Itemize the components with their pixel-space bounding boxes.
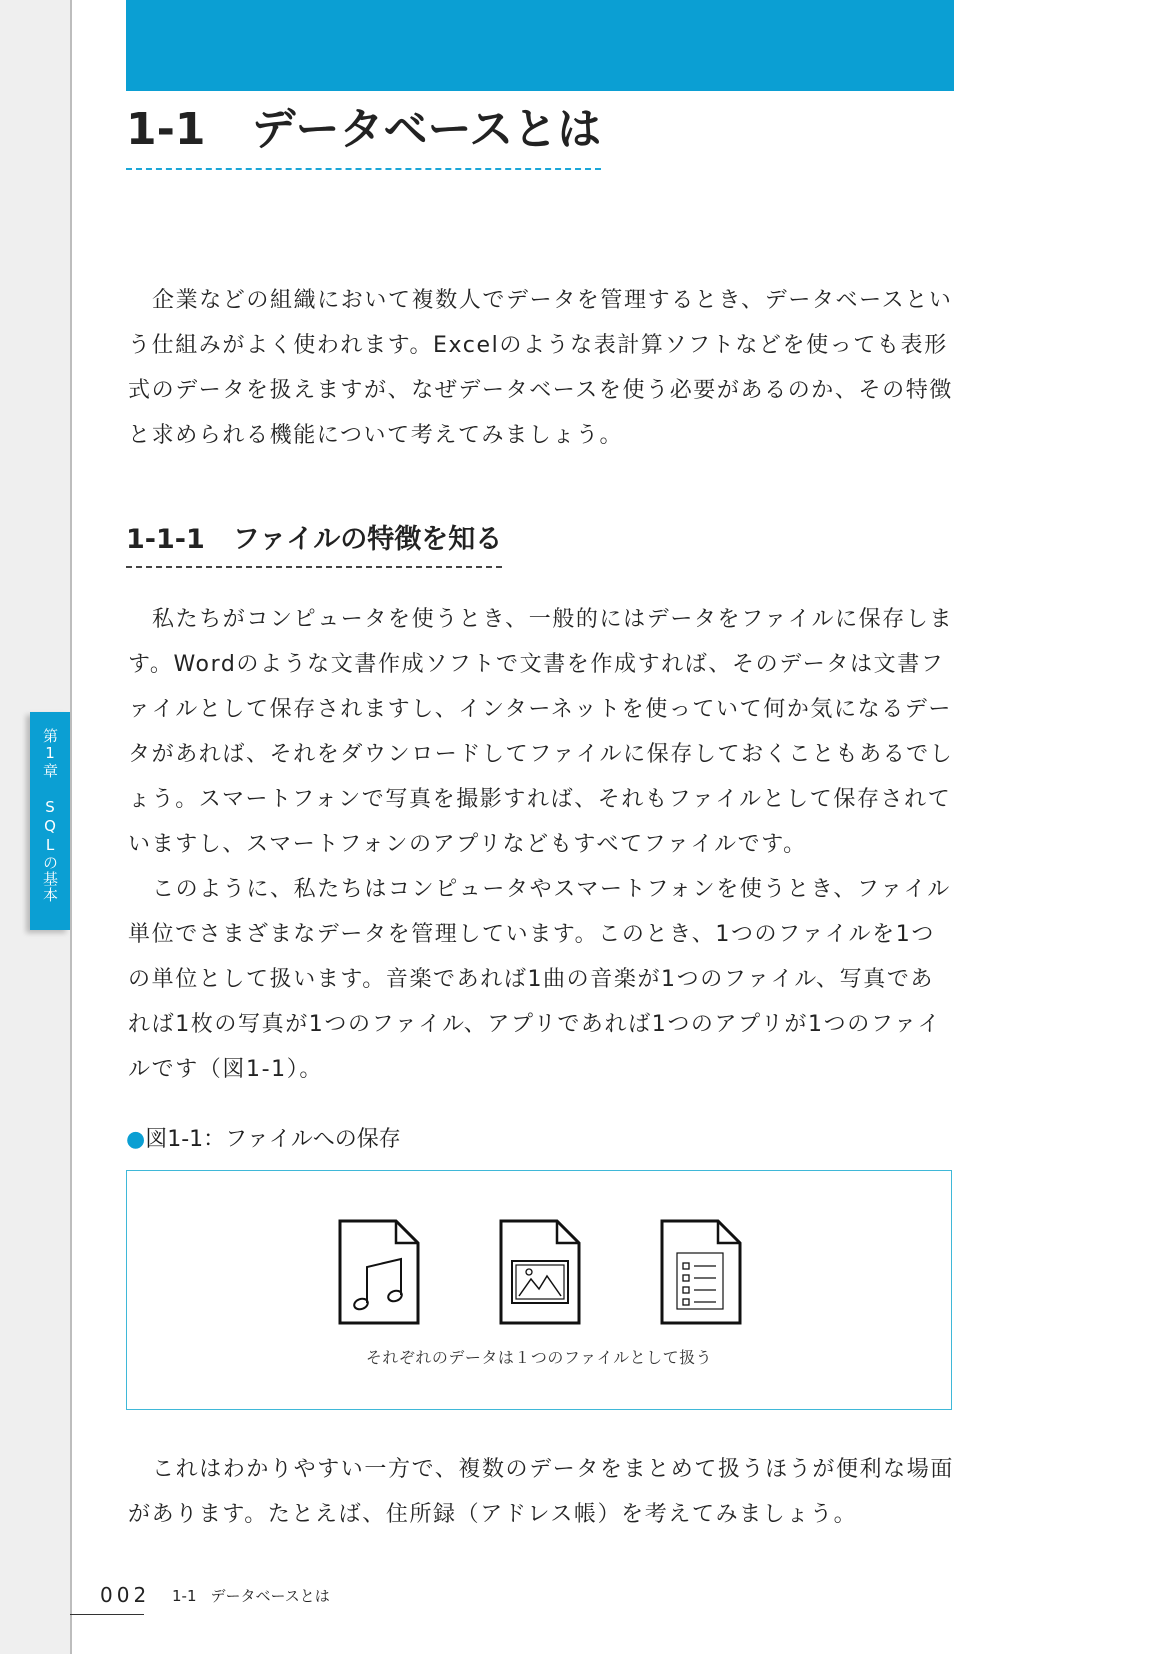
figure-caption	[126, 1124, 401, 1156]
chapter-tab-label: 第1章 SQLの基本	[41, 728, 59, 903]
music-file-icon	[338, 1219, 420, 1325]
body-paragraph-2: このように、私たちはコンピュータやスマートフォンを使うとき、ファイル単位でさまざまなデータを管理しています。このとき、1つのファイルを1つの単位として扱います。音楽であれば1曲の音楽が1つのファイル、写真であれば1枚の写真が1つのファイル、アプリであれば1つのアプリが1つのファイルです（図1-1）。	[128, 877, 951, 1082]
page-number: 002	[100, 1583, 151, 1607]
intro-paragraph: 企業などの組織において複数人でデータを管理するとき、データベースという仕組みがよく使われます。Excelのような表計算ソフトなどを使っても表形式のデータを扱えますが、なぜデータベースを使う必要があるのか、その特徴と求められる機能について考えてみましょう。	[128, 288, 953, 448]
figure-bullet: ●	[126, 1127, 146, 1152]
subsection-number: 1-1-1	[126, 524, 205, 555]
section-number: 1-1	[126, 104, 206, 155]
footer-section-title: データベースとは	[210, 1587, 330, 1605]
subsection-heading-text: ファイルの特徴を知る	[232, 524, 503, 555]
subsection-title	[126, 520, 502, 568]
body-paragraph-1: 私たちがコンピュータを使うとき、一般的にはデータをファイルに保存します。Wordのような文書作成ソフトで文書を作成すれば、そのデータは文書ファイルとして保存されますし、インターネットを使っていて何か気になるデータがあれば、それをダウンロードしてファイルに保存しておくこともあるでしょう。スマートフォンで写真を撮影すれば、それもファイルとして保存されていますし、スマートフォンのアプリなどもすべてファイルです。	[128, 607, 954, 857]
figure-note: それぞれのデータは１つのファイルとして扱う	[365, 1348, 713, 1367]
figure-box	[126, 1170, 952, 1410]
image-file-icon	[499, 1219, 581, 1325]
section-heading-text: データベースとは	[251, 104, 602, 155]
list-file-icon	[660, 1219, 742, 1325]
footer-divider	[70, 1614, 144, 1615]
figure-caption-text: 図1-1：ファイルへの保存	[145, 1127, 401, 1152]
running-footer	[172, 1585, 330, 1606]
header-band	[126, 0, 954, 91]
footer-section-number: 1-1	[172, 1587, 197, 1605]
section-title	[126, 100, 601, 170]
chapter-tab	[30, 712, 70, 930]
closing-paragraph: これはわかりやすい一方で、複数のデータをまとめて扱うほうが便利な場面があります。たとえば、住所録（アドレス帳）を考えてみましょう。	[128, 1457, 954, 1527]
